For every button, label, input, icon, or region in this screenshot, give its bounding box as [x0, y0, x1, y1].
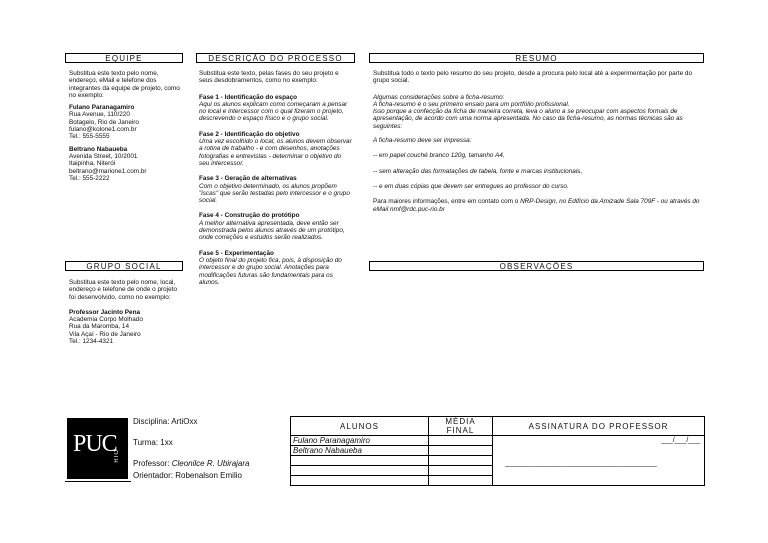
professor-value: Cleonilce R. Ubirajara — [171, 459, 250, 468]
resumo-portfolio: A ficha-resumo é o seu primeiro ensaio para um portfólio profissional. — [373, 100, 570, 108]
resumo-normas: Isso porque a confecção da ficha de maneira correta, leva o aluno a se preocupar com aspectos formais de apresentação, de acordo com uma norma apresentada. No caso da ficha-resumo, as normas técnicas são as seguintes: — [373, 108, 683, 130]
date-line: ___/___/___ — [661, 437, 700, 444]
student-name: Beltrano Nabaueba — [291, 446, 429, 456]
col-media: MÉDIA FINAL — [429, 417, 493, 436]
header-equipe: EQUIPE — [65, 53, 183, 63]
equipe-text — [69, 70, 181, 187]
disciplina-value: ArtiOxx — [171, 417, 198, 426]
turma-line — [133, 438, 173, 447]
contact-city: Vila Açaí - Rio de Janeiro — [69, 330, 141, 338]
member-email: fulano@kolone1.com.br — [69, 126, 137, 134]
table-row — [291, 436, 705, 446]
equipe-member-2 — [69, 146, 181, 182]
student-name — [291, 476, 429, 486]
phase-title: Fase 4 - Construção do protótipo — [199, 212, 300, 220]
grades-header-row — [291, 417, 705, 436]
col-alunos: ALUNOS — [291, 417, 429, 436]
logo-rio: RIO — [114, 449, 120, 463]
header-resumo: RESUMO — [369, 53, 704, 63]
resumo-consideracoes-title: Algumas considerações sobre a ficha-resumo: — [373, 93, 505, 101]
phase-title: Fase 2 - Identificação do objetivo — [199, 130, 300, 138]
phase-title: Fase 1 - Identificação do espaço — [199, 93, 298, 101]
grupo-intro: Substitua este texto pelo nome, local, endereço e telefone de onde o projeto foi desenvolvido, como no exemplo: — [69, 279, 178, 301]
orientador-line — [133, 471, 242, 480]
phase-title: Fase 3 - Geração de alternativas — [199, 175, 297, 183]
resumo-item-copias: -- e em duas cópias que devem ser entregues ao professor do curso. — [373, 182, 569, 190]
contact-address: Rua da Maromba, 14 — [69, 323, 130, 331]
resumo-intro: Substitua todo o texto pelo resumo do seu projeto, desde a procura pelo local até a experimentação por parte do grupo social. — [373, 70, 693, 85]
logo-underline — [65, 481, 131, 482]
resumo-contato-lead: Para maiores informações, entre em contato com o — [373, 198, 521, 206]
descricao-text — [199, 70, 353, 291]
grades-table — [290, 416, 705, 486]
equipe-member-1 — [69, 104, 181, 140]
student-name: Fulano Paranagamiro — [291, 436, 429, 446]
member-phone: Tel.: 555-5555 — [69, 133, 110, 141]
header-descricao: DESCRIÇÃO DO PROCESSO — [196, 53, 355, 63]
signature-area — [493, 436, 705, 486]
col-assinatura: ASSINATURA DO PROFESSOR — [493, 417, 705, 436]
contact-name: Professor Jacinto Pena — [69, 308, 141, 316]
professor-label: Professor: — [133, 459, 172, 468]
phase-2 — [199, 131, 353, 167]
orientador-value: Robenalson Emilio — [175, 471, 242, 480]
resumo-impressa: A ficha-resumo deve ser impressa: — [373, 137, 472, 145]
student-name — [291, 466, 429, 476]
resumo-text — [373, 70, 703, 218]
member-name: Fulano Paranagamiro — [69, 104, 135, 112]
phase-body: Com o objetivo determinado, os alunos propõem "iscas" que serão testadas pelo intercessor e o grupo social. — [199, 182, 350, 205]
turma-label: Turma: — [133, 438, 161, 447]
phase-body: O objeto final do projeto fica, pois, à disposição do intercessor e do grupo social. Anotações para modificações futuras são fundamentais para os alunos. — [199, 256, 342, 286]
phase-title: Fase 5 - Experimentação — [199, 249, 274, 257]
student-grade — [429, 456, 493, 466]
resumo-contato — [373, 198, 703, 213]
phase-5 — [199, 250, 353, 286]
student-grade — [429, 436, 493, 446]
member-address: Rua Avenue, 110/220 — [69, 111, 130, 119]
orientador-label: Orientador: — [133, 471, 176, 480]
member-city: Botagelo, Rio de Janeiro — [69, 118, 139, 126]
contact-place: Academia Corpo Molhado — [69, 316, 143, 324]
student-grade — [429, 446, 493, 456]
professor-line — [133, 459, 250, 468]
signature-line: _______________________________________ — [505, 460, 657, 467]
resumo-item-formatacao: -- sem alteração das formatações de tabela, fonte e marcas institucionais, — [373, 167, 583, 175]
phase-4 — [199, 212, 353, 241]
member-city: Itaipinha, Niterói — [69, 160, 116, 168]
header-observacoes: OBSERVAÇÕES — [369, 261, 704, 271]
header-grupo-social: GRUPO SOCIAL — [65, 261, 183, 271]
grupo-social-text — [69, 279, 181, 350]
turma-value: 1xx — [160, 438, 173, 447]
resumo-item-papel: -- em papel couché branco 120g, tamanho A4, — [373, 152, 505, 160]
phase-1 — [199, 94, 353, 123]
member-name: Beltrano Nabaueba — [69, 145, 128, 153]
disciplina-label: Disciplina: — [133, 417, 172, 426]
student-grade — [429, 476, 493, 486]
descricao-intro: Substitua este texto, pelas fases do seu projeto e seus desdobramentos, como no exemplo: — [199, 70, 339, 85]
equipe-intro: Substitua este texto pelo nome, endereço, eMail e telefone dos integrantes da equipe de projeto, como no exemplo: — [69, 70, 180, 99]
student-name — [291, 456, 429, 466]
contact-phone: Tel.: 1234-4321 — [69, 338, 114, 346]
disciplina-line — [133, 417, 197, 426]
phase-3 — [199, 175, 353, 204]
puc-rio-logo — [67, 418, 128, 479]
member-email: beltrano@marione1.com.br — [69, 167, 147, 175]
member-phone: Tel.: 555-2222 — [69, 174, 110, 182]
member-address: Avenida Street, 10/2001 — [69, 152, 138, 160]
phase-body: Uma vez escolhido o local, os alunos devem observar a rotina de trabalho - e com desenhos, anotações fotografias e entrevistas - determinar o objetivo do seu intercessor. — [199, 138, 352, 167]
resumo-contato-detail: NRP-Design, no Edifício da Amizade Sala 709F - ou através do eMail nmf@rdc.puc-rio.br — [373, 198, 700, 213]
student-grade — [429, 466, 493, 476]
phase-body: A melhor alternativa apresentada, deve então ser demonstrada pelos alunos através de um protótipo, onde correções e estudos serão realizados. — [199, 219, 345, 242]
phase-body: Aqui os alunos explicam como começaram a pensar no local e intercessor com o qual fizeram o projeto, descrevendo o espaço físico e o grupo social. — [199, 100, 348, 123]
grupo-contact — [69, 309, 181, 345]
logo-puc: PUC — [73, 431, 117, 457]
resumo-consideracoes — [373, 94, 703, 130]
